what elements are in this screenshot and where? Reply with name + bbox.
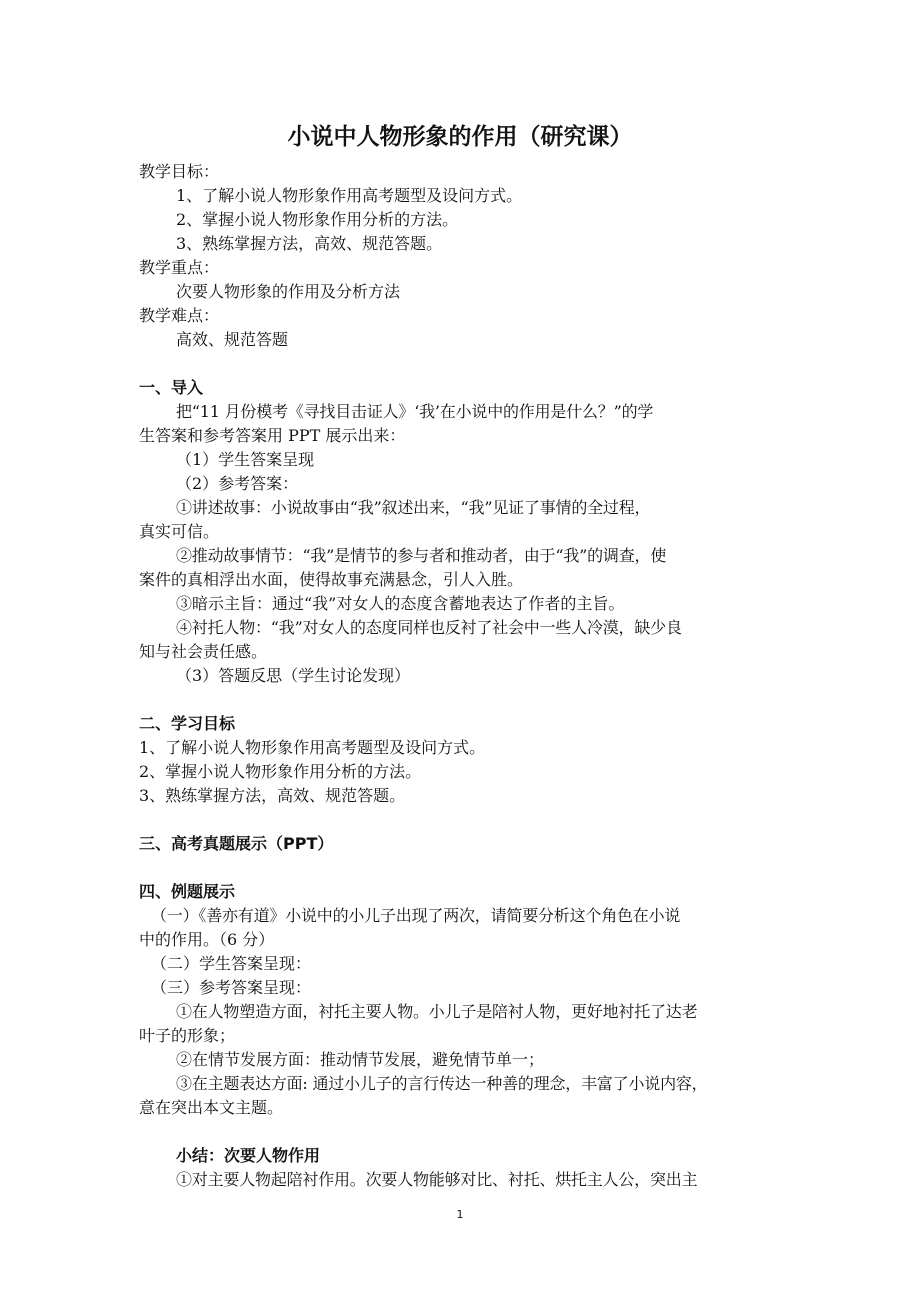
goal-item: 2、掌握小说人物形象作用分析的方法。 [139, 762, 422, 781]
answer-point: 知与社会责任感。 [139, 642, 268, 661]
goal-item: 3、熟练掌握方法，高效、规范答题。 [176, 234, 443, 253]
goal-item: 1、了解小说人物形象作用高考题型及设问方式。 [139, 738, 486, 757]
section-heading-intro: 一、导入 [139, 378, 204, 397]
page-number: 1 [456, 1208, 464, 1221]
document-body [139, 160, 787, 1192]
section-heading-examples: 四、例题展示 [139, 882, 236, 901]
answer-point: ①讲述故事：小说故事由“我”叙述出来，“我”见证了事情的全过程， [176, 498, 651, 517]
reference-point: ③在主题表达方面: 通过小儿子的言行传达一种善的理念，丰富了小说内容， [176, 1074, 708, 1093]
example-item: （三）参考答案呈现： [151, 978, 312, 997]
reference-point: ①在人物塑造方面，衬托主要人物。小儿子是陪衬人物，更好地衬托了达老 [176, 1002, 698, 1021]
answer-point: 真实可信。 [139, 522, 220, 541]
reference-point: 意在突出本文主题。 [139, 1098, 284, 1117]
goals-label: 教学目标： [139, 162, 220, 181]
section-heading-goals: 二、学习目标 [139, 714, 236, 733]
focus-label: 教学重点： [139, 258, 220, 277]
goal-item: 2、掌握小说人物形象作用分析的方法。 [176, 210, 459, 229]
page-title: 小说中人物形象的作用（研究课） [287, 124, 633, 150]
summary-point: ①对主要人物起陪衬作用。次要人物能够对比、衬托、烘托主人公，突出主 [176, 1170, 698, 1189]
answer-point: ③暗示主旨：通过“我”对女人的态度含蓄地表达了作者的主旨。 [176, 594, 625, 613]
answer-point: ②推动故事情节：“我”是情节的参与者和推动者，由于“我”的调查，使 [176, 546, 667, 565]
intro-item: （1）学生答案呈现 [176, 450, 315, 469]
difficulty-label: 教学难点： [139, 306, 220, 325]
intro-item: （2）参考答案： [176, 474, 299, 493]
summary-heading: 小结：次要人物作用 [176, 1146, 321, 1165]
intro-paragraph: 把“11 月份模考《寻找目击证人》‘我’在小说中的作用是什么？”的学 [176, 402, 654, 421]
reference-point: 叶子的形象； [139, 1026, 236, 1045]
reference-point: ②在情节发展方面：推动情节发展，避免情节单一； [176, 1050, 545, 1069]
intro-paragraph: 生答案和参考答案用 PPT 展示出来： [139, 426, 406, 445]
example-question: 中的作用。（6 分） [139, 930, 275, 949]
example-question: （一）《善亦有道》小说中的小儿子出现了两次，请简要分析这个角色在小说 [151, 906, 681, 925]
intro-item: （3）答题反思（学生讨论发现） [176, 666, 411, 685]
focus-text: 次要人物形象的作用及分析方法 [176, 282, 401, 301]
goal-item: 1、了解小说人物形象作用高考题型及设问方式。 [176, 186, 523, 205]
answer-point: ④衬托人物：“我”对女人的态度同样也反衬了社会中一些人冷漠，缺少良 [176, 618, 682, 637]
example-item: （二）学生答案呈现： [151, 954, 312, 973]
answer-point: 案件的真相浮出水面，使得故事充满悬念，引人入胜。 [139, 570, 524, 589]
goal-item: 3、熟练掌握方法，高效、规范答题。 [139, 786, 406, 805]
section-heading-exam: 三、高考真题展示（PPT） [139, 834, 334, 853]
difficulty-text: 高效、规范答题 [176, 330, 289, 349]
